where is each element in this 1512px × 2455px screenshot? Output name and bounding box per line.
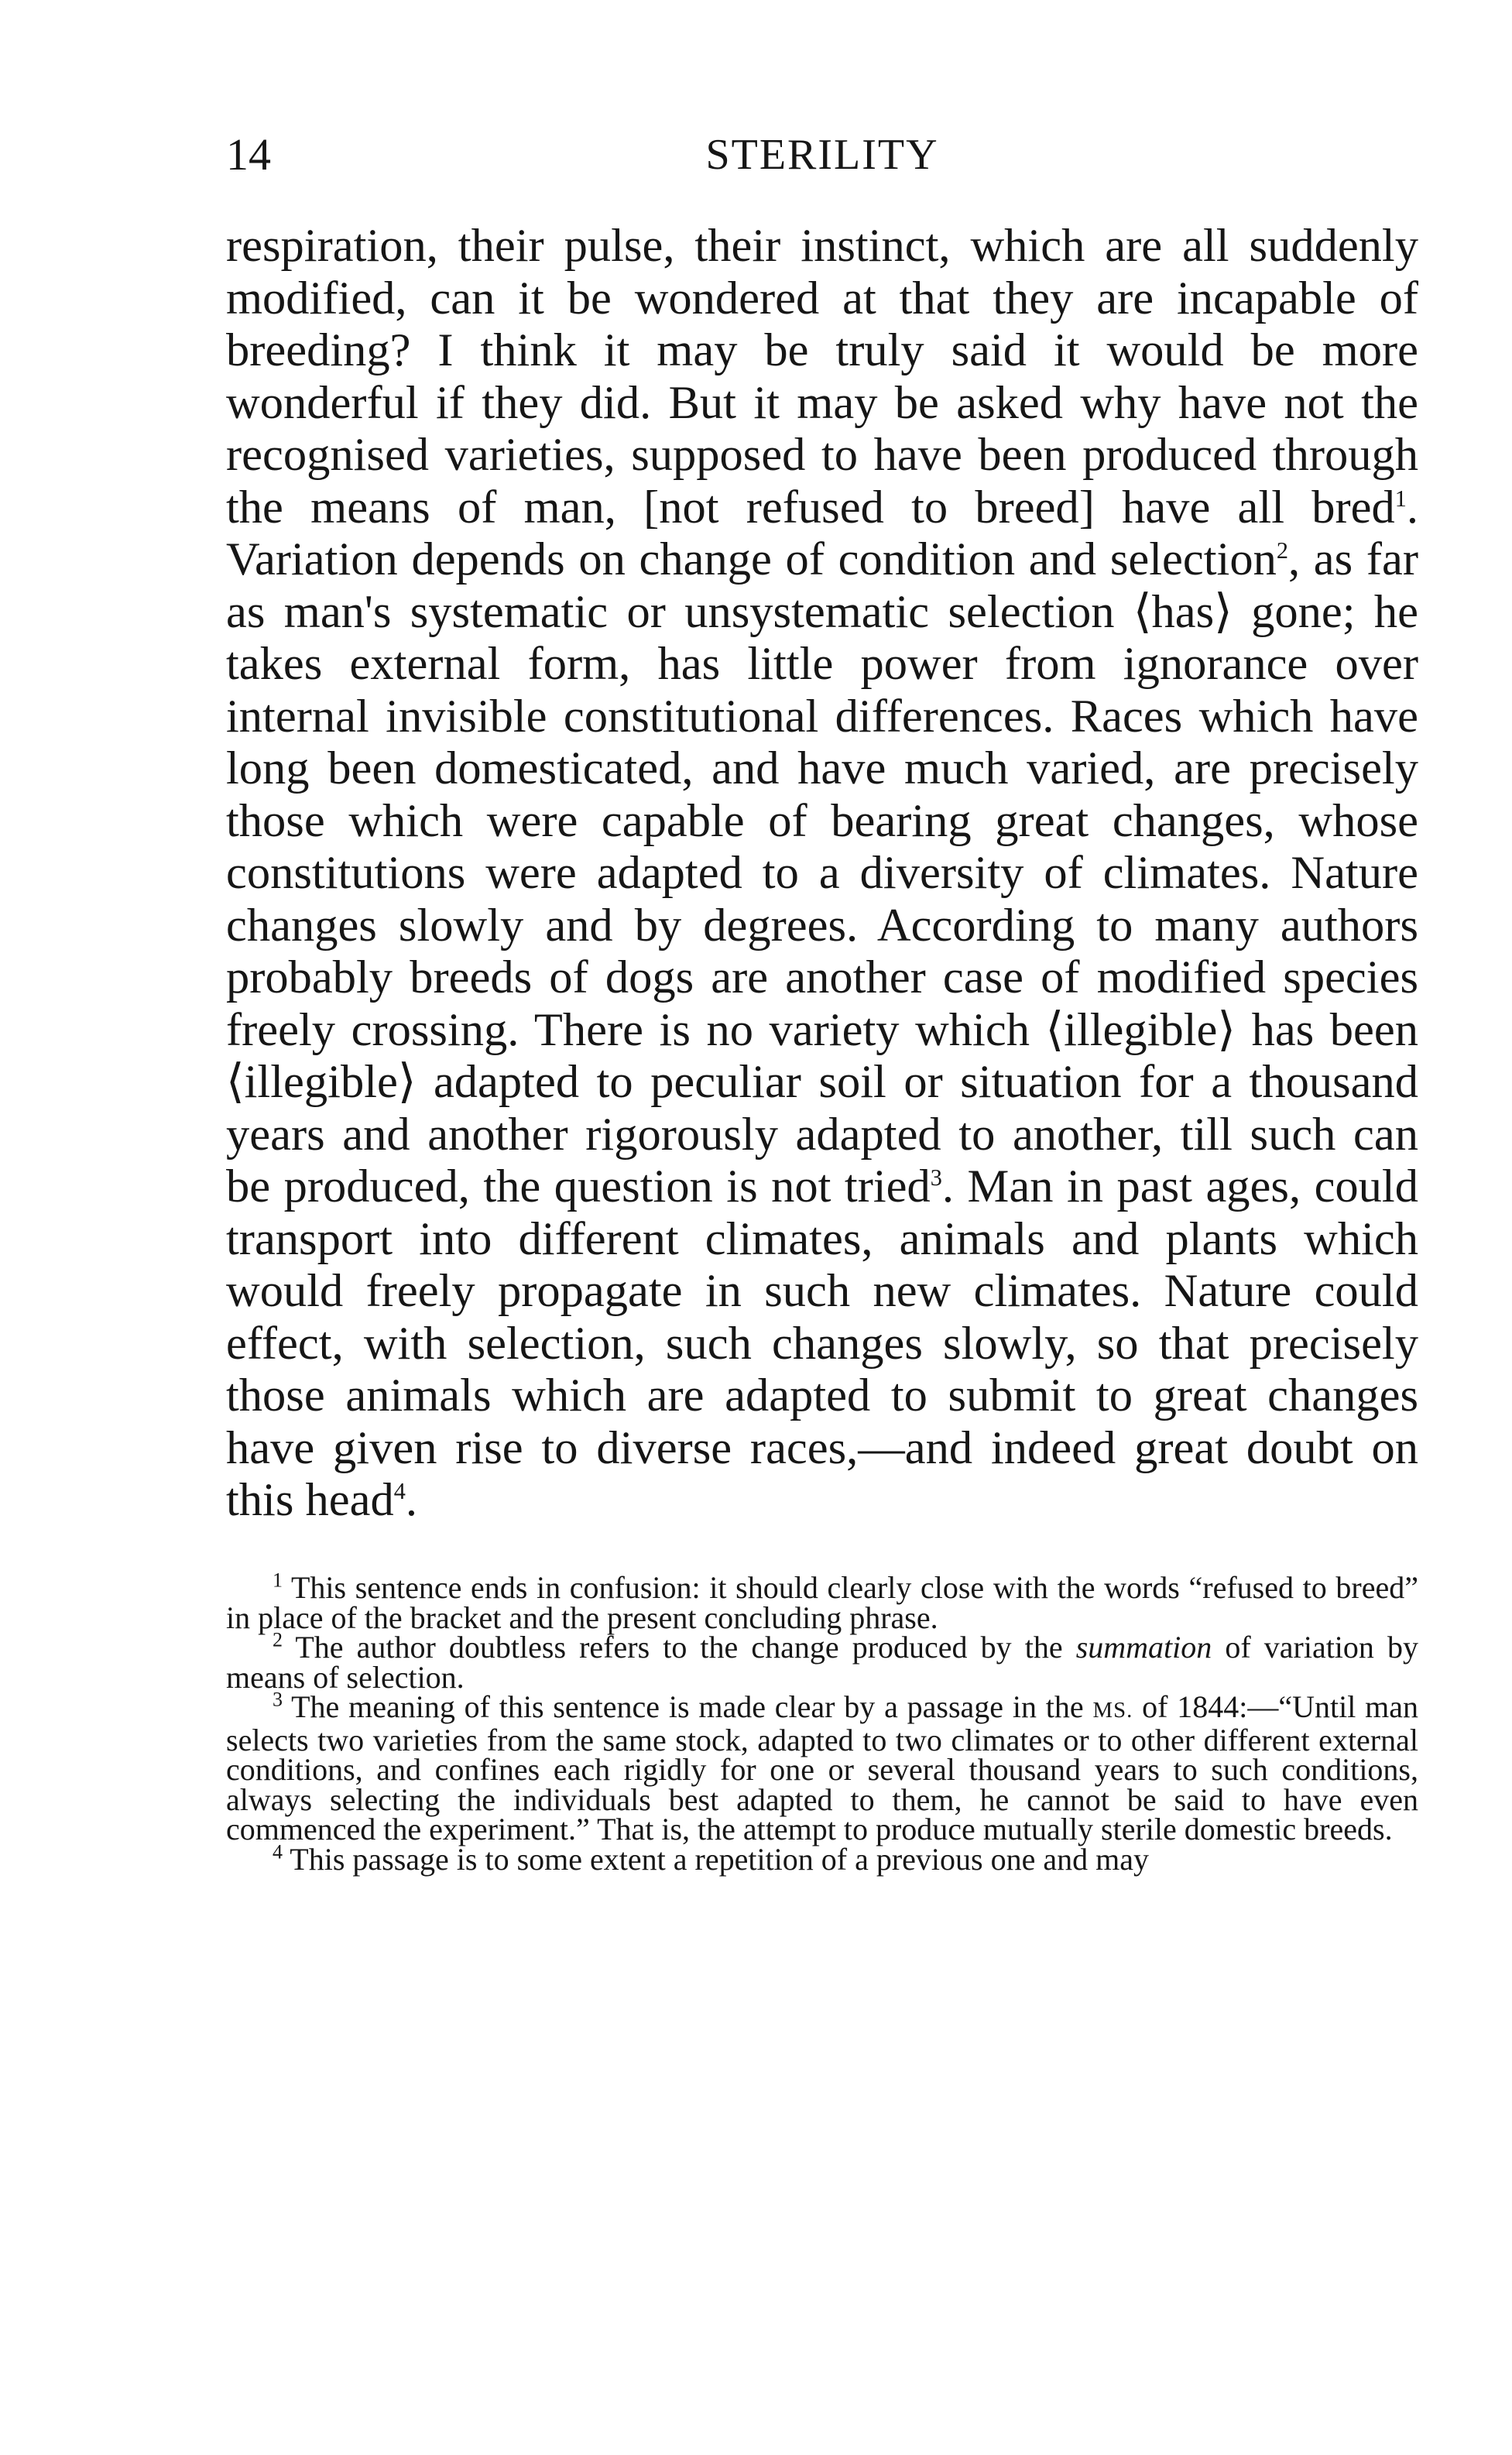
body-segment: . Variation depends on change of condition and selection <box>226 481 1418 585</box>
body-segment: . <box>405 1474 417 1526</box>
footnote-marker: 3 <box>273 1688 283 1711</box>
footnote-ref-3: 3 <box>930 1164 942 1191</box>
footnote-text: The meaning of this sentence is made clear by a passage in the <box>291 1689 1093 1724</box>
footnote-3 <box>226 1688 1419 1846</box>
footnote-ref-2: 2 <box>1276 537 1288 564</box>
footnote-1 <box>226 1569 1418 1635</box>
book-page <box>226 129 1419 1877</box>
footnote-text: of 1844:—“Until man selects two varieties from the same stock, adapted to two climates or to other different external conditions, and confines each rigidly for one or several thousand years to such conditions, always selecting the individuals best adapted to them, he cannot be said to have even commenced the experiment.” That is, the attempt to produce mutually sterile domestic breeds. <box>226 1689 1419 1846</box>
main-paragraph <box>226 220 1418 1527</box>
footnote-ref-4: 4 <box>393 1477 406 1504</box>
footnote-text: This sentence ends in confusion: it should clearly close with the words “refused to breed” in place of the bracket and the present concluding phrase. <box>226 1570 1418 1635</box>
page-number: 14 <box>226 129 271 180</box>
body-segment: , as far as man's systematic or unsystematic selection ⟨has⟩ gone; he takes external form, has little power from ignorance over internal invisible constitutional differences. Races which have long been domesticated, and have much varied, are precisely those which were capable of bearing great changes, whose constitutions were adapted to a diversity of climates. Nature changes slowly and by degrees. According to many authors probably breeds of dogs are another case of modified species freely crossing. There is no variety which ⟨illegible⟩ has been ⟨illegible⟩ adapted to peculiar soil or situation for a thousand years and another rigorously adapted to another, till such can be produced, the question is not tried <box>226 533 1419 1212</box>
manuscript-abbrev: MS. <box>1092 1698 1133 1723</box>
page-header <box>226 130 1418 187</box>
footnote-4 <box>226 1840 1418 1877</box>
running-title: STERILITY <box>705 131 939 179</box>
footnote-ref-1: 1 <box>1394 485 1407 512</box>
footnote-marker: 4 <box>273 1840 283 1864</box>
footnote-text: This passage is to some extent a repetition of a previous one and may <box>290 1841 1149 1877</box>
body-segment: respiration, their pulse, their instinct, which are all suddenly modified, can it be wondered at that they are incapable of breeding? I think it may be truly said it would be more wonderful if they did. But it may be asked why have not the recognised varieties, supposed to have been produced through the means of man, [not refused to breed] have all bred <box>226 220 1418 533</box>
footnote-2 <box>226 1628 1419 1695</box>
footnote-marker: 1 <box>273 1569 283 1592</box>
footnote-marker: 2 <box>273 1628 283 1651</box>
footnote-emphasis: summation <box>1075 1630 1212 1665</box>
body-segment: . Man in past ages, could transport into different climates, animals and plants which would freely propagate in such new climates. Nature could effect, with selection, such changes slowly, so that precisely those animals which are adapted to submit to great changes have given rise to diverse races,—and indeed great doubt on this head <box>226 1161 1418 1526</box>
footnote-text: of variation by means of selection. <box>226 1630 1419 1695</box>
footnote-text: The author doubtless refers to the change produced by the <box>295 1630 1076 1665</box>
footnotes <box>226 1569 1419 1877</box>
